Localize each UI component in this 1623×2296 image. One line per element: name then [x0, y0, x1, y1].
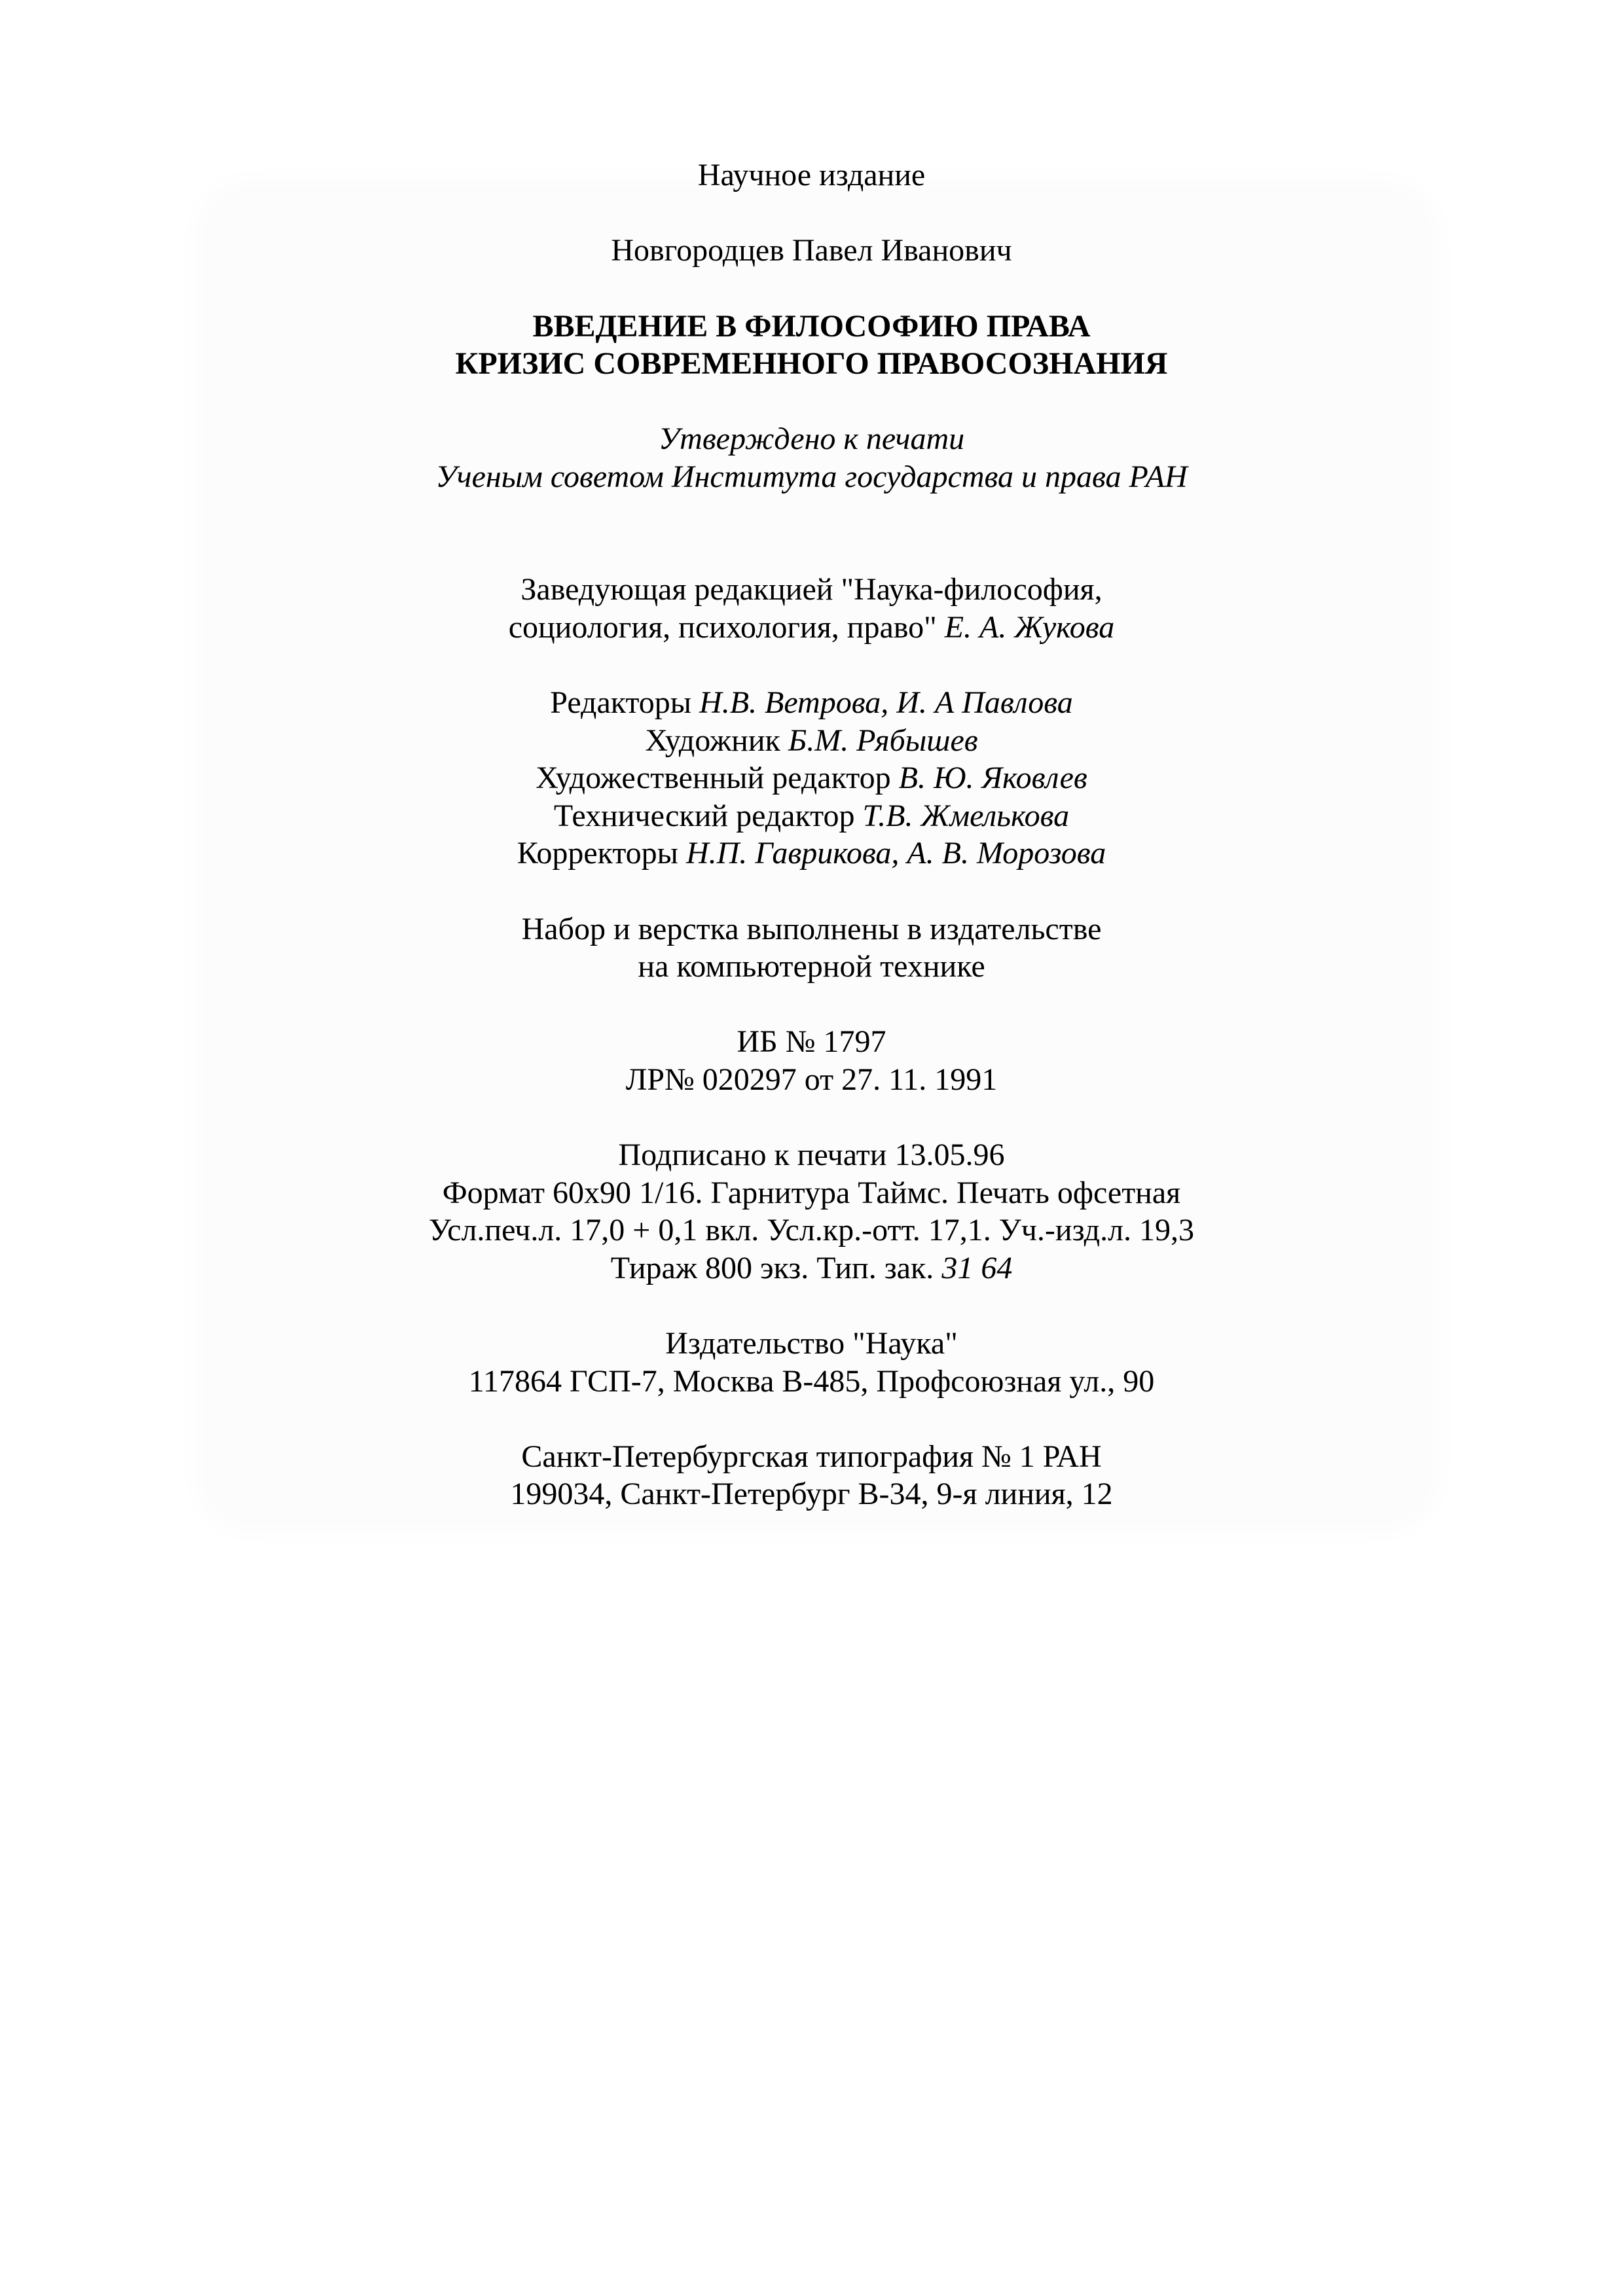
- typesetting-line-2: на компьютерной технике: [638, 949, 985, 984]
- credit-role: Редакторы: [550, 685, 700, 720]
- credit-names: Т.В. Жмелькова: [862, 798, 1070, 833]
- credit-names: Б.М. Рябышев: [788, 723, 978, 758]
- credit-art-editor: [0, 759, 1623, 797]
- editorial-head-line-2: [0, 609, 1623, 647]
- title-line-1: ВВЕДЕНИЕ В ФИЛОСОФИЮ ПРАВА: [532, 309, 1091, 344]
- credit-artist: [0, 722, 1623, 760]
- editorial-head-label: социология, психология, право": [508, 610, 945, 645]
- credit-names: Н.В. Ветрова, И. А Павлова: [699, 685, 1073, 720]
- print-run: [0, 1249, 1623, 1287]
- credit-role: Технический редактор: [553, 798, 863, 833]
- credit-role: Корректоры: [517, 836, 686, 870]
- print-format: Формат 60x90 1/16. Гарнитура Таймс. Печать офсетная: [442, 1175, 1181, 1210]
- title-line-2: КРИЗИС СОВРЕМЕННОГО ПРАВОСОЗНАНИЯ: [455, 346, 1168, 381]
- editorial-head-name: Е. А. Жукова: [944, 610, 1115, 645]
- approval-line-1: Утверждено к печати: [658, 422, 965, 456]
- credit-role: Художественный редактор: [536, 761, 899, 795]
- license-line-2: ЛР№ 020297 от 27. 11. 1991: [625, 1062, 998, 1097]
- credit-technical-editor: [0, 797, 1623, 835]
- author-name: Новгородцев Павел Иванович: [611, 233, 1012, 268]
- approval-line-2: Ученым советом Института государства и права РАН: [435, 459, 1188, 494]
- print-run-label: Тираж 800 экз. Тип. зак.: [610, 1251, 942, 1285]
- credit-role: Художник: [645, 723, 788, 758]
- publisher-name: Издательство "Наука": [665, 1326, 958, 1361]
- editorial-head-line-1: Заведующая редакцией "Наука-философия,: [520, 572, 1103, 607]
- publication-type: Научное издание: [697, 158, 926, 192]
- credit-names: В. Ю. Яковлев: [898, 761, 1087, 795]
- credit-names: Н.П. Гаврикова, А. В. Морозова: [685, 836, 1106, 870]
- printer-name: Санкт-Петербургская типография № 1 РАН: [521, 1439, 1102, 1474]
- typesetting-line-1: Набор и верстка выполнены в издательстве: [521, 912, 1102, 946]
- license-line-1: ИБ № 1797: [737, 1024, 886, 1059]
- printer-address: 199034, Санкт-Петербург В-34, 9-я линия, 12: [510, 1477, 1113, 1511]
- print-signed: Подписано к печати 13.05.96: [618, 1138, 1005, 1172]
- credit-proofreaders: [0, 834, 1623, 872]
- publisher-address: 117864 ГСП-7, Москва В-485, Профсоюзная ул., 90: [468, 1364, 1155, 1399]
- order-number: 31 64: [941, 1251, 1013, 1285]
- credit-editors: [0, 684, 1623, 722]
- print-sheets: Усл.печ.л. 17,0 + 0,1 вкл. Усл.кр.-отт. 17,1. Уч.-изд.л. 19,3: [428, 1213, 1195, 1247]
